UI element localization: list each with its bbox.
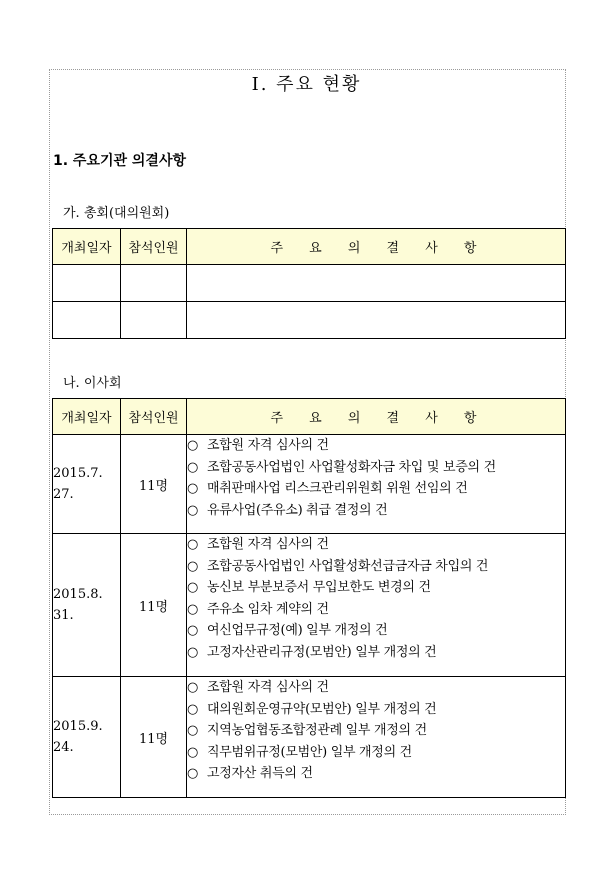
circle-bullet-icon: ○ (187, 481, 199, 496)
resolution-text: 직무범위규정(모범안) 일부 개정의 건 (207, 744, 412, 760)
column-header-resolutions: 주 요 의 결 사 항 (187, 399, 566, 435)
general-meeting-table (52, 228, 566, 339)
list-item (187, 534, 565, 556)
resolution-text: 대의원회운영규약(모범안) 일부 개정의 건 (207, 701, 437, 717)
list-item (187, 457, 565, 479)
table-row (53, 302, 566, 339)
column-header-date: 개최일자 (53, 229, 121, 265)
column-header-attendance: 참석인원 (121, 229, 187, 265)
circle-bullet-icon: ○ (187, 537, 199, 552)
circle-bullet-icon: ○ (187, 580, 199, 595)
resolutions-cell (187, 677, 566, 798)
column-header-attendance: 참석인원 (121, 399, 187, 435)
list-item (187, 577, 565, 599)
general-meeting-heading: 가. 총회(대의원회) (63, 206, 170, 221)
list-item (187, 677, 565, 699)
list-item (187, 699, 565, 721)
circle-bullet-icon: ○ (187, 558, 199, 574)
column-header-date: 개최일자 (53, 399, 121, 435)
circle-bullet-icon: ○ (187, 744, 199, 760)
page-title: Ⅰ. 주요 현황 (251, 74, 362, 95)
board-heading: 나. 이사회 (63, 376, 122, 391)
list-item (187, 599, 565, 621)
attendance-cell (121, 302, 187, 339)
resolution-text: 조합공동사업법인 사업활성화선급금자금 차입의 건 (207, 558, 489, 574)
table-header-row (53, 399, 566, 435)
list-item (187, 763, 565, 785)
resolution-text: 유류사업(주유소) 취급 결정의 건 (207, 502, 388, 518)
circle-bullet-icon: ○ (187, 680, 199, 695)
resolution-text: 여신업무규정(예) 일부 개정의 건 (207, 623, 388, 638)
date-cell: 2015.7. 27. (53, 435, 121, 534)
resolution-text: 조합원 자격 심사의 건 (207, 680, 329, 695)
date-cell (53, 265, 121, 302)
circle-bullet-icon: ○ (187, 438, 199, 453)
resolution-text: 조합원 자격 심사의 건 (207, 537, 329, 552)
resolutions-cell (187, 302, 566, 339)
circle-bullet-icon: ○ (187, 502, 199, 518)
table-row (53, 534, 566, 677)
resolutions-cell (187, 534, 566, 677)
resolution-list (187, 435, 565, 521)
resolutions-cell (187, 435, 566, 534)
date-cell: 2015.9. 24. (53, 677, 121, 798)
list-item (187, 742, 565, 764)
list-item (187, 435, 565, 457)
resolution-text: 농신보 부분보증서 무입보한도 변경의 건 (207, 580, 431, 595)
date-cell: 2015.8. 31. (53, 534, 121, 677)
list-item (187, 642, 565, 664)
circle-bullet-icon: ○ (187, 723, 199, 738)
attendance-cell: 11명 (121, 534, 187, 677)
circle-bullet-icon: ○ (187, 701, 199, 717)
resolutions-cell (187, 265, 566, 302)
table-row (53, 265, 566, 302)
list-item (187, 500, 565, 522)
table-row (53, 677, 566, 798)
list-item (187, 478, 565, 500)
attendance-cell: 11명 (121, 435, 187, 534)
date-cell (53, 302, 121, 339)
list-item (187, 620, 565, 642)
board-table (52, 398, 566, 798)
circle-bullet-icon: ○ (187, 601, 199, 617)
list-item (187, 720, 565, 742)
table-header-row (53, 229, 566, 265)
resolution-text: 조합공동사업법인 사업활성화자금 차입 및 보증의 건 (207, 459, 496, 475)
resolution-list (187, 677, 565, 785)
column-header-resolutions: 주 요 의 결 사 항 (187, 229, 566, 265)
section-heading: 1. 주요기관 의결사항 (53, 153, 186, 169)
table-row (53, 435, 566, 534)
circle-bullet-icon: ○ (187, 459, 199, 475)
resolution-text: 고정자산 취득의 건 (207, 766, 313, 781)
resolution-text: 매취판매사업 리스크관리위원회 위원 선임의 건 (207, 481, 468, 496)
resolution-text: 고정자산관리규정(모범안) 일부 개정의 건 (207, 644, 437, 660)
circle-bullet-icon: ○ (187, 766, 199, 781)
circle-bullet-icon: ○ (187, 644, 199, 660)
attendance-cell: 11명 (121, 677, 187, 798)
circle-bullet-icon: ○ (187, 623, 199, 638)
resolution-text: 주유소 임차 계약의 건 (207, 601, 329, 617)
resolution-text: 조합원 자격 심사의 건 (207, 438, 329, 453)
resolution-list (187, 534, 565, 663)
list-item (187, 556, 565, 578)
resolution-text: 지역농업협동조합정관례 일부 개정의 건 (207, 723, 427, 738)
attendance-cell (121, 265, 187, 302)
